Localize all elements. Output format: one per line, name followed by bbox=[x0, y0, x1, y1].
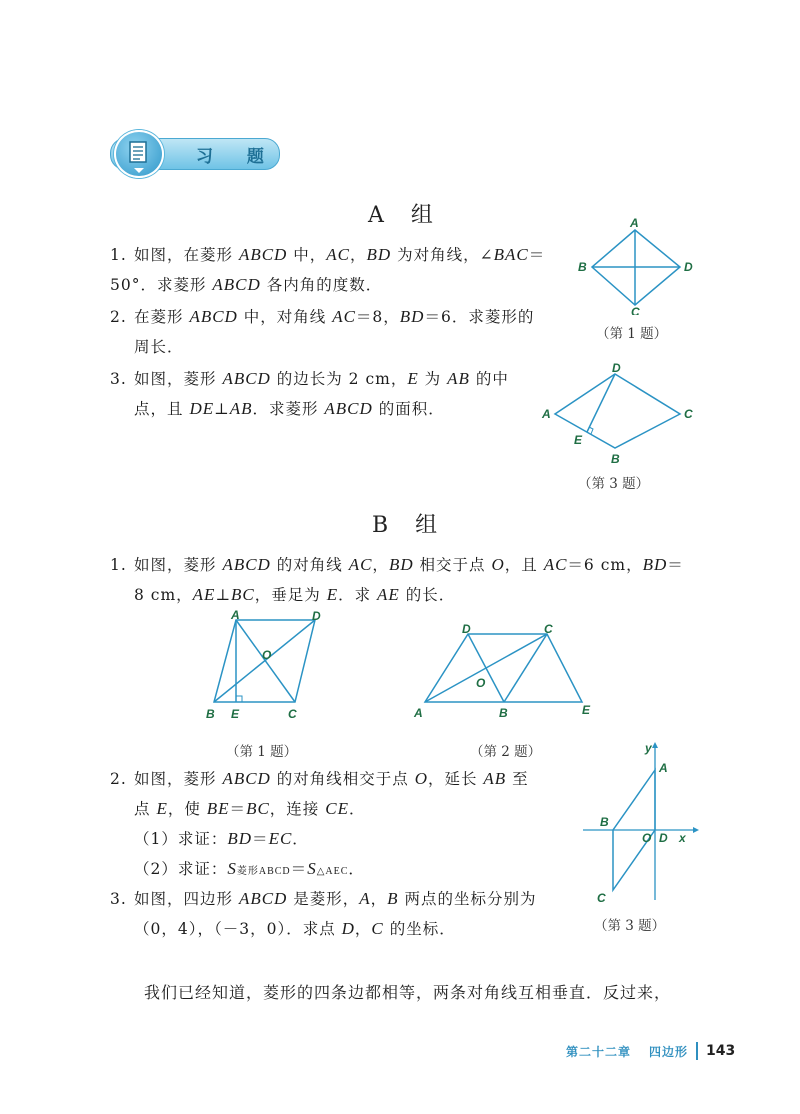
math-symbol: AE bbox=[192, 585, 216, 604]
math-symbol: C bbox=[371, 919, 384, 938]
y-axis-arrow-icon bbox=[652, 742, 658, 748]
text-segment: ． bbox=[348, 800, 366, 818]
math-symbol: E bbox=[156, 799, 168, 818]
label-d: D bbox=[312, 610, 321, 623]
math-symbol: AB bbox=[229, 399, 253, 418]
a2-line1 bbox=[134, 308, 534, 326]
figure-a3-rhombus bbox=[540, 362, 700, 467]
text-segment: 两点的坐标分别为 bbox=[398, 890, 537, 908]
text-segment: 是菱形， bbox=[287, 890, 360, 908]
diagonal-bd bbox=[468, 634, 504, 702]
figure-b3-coordinate bbox=[575, 740, 700, 910]
text-segment: ＝ bbox=[528, 246, 546, 264]
text-segment: 50°．求菱形 bbox=[110, 276, 213, 294]
b2-line2 bbox=[110, 800, 365, 818]
math-symbol: ABCD bbox=[238, 245, 288, 264]
label-y: y bbox=[645, 741, 652, 755]
math-symbol: ABCD bbox=[189, 307, 238, 326]
part2-prefix: （2）求证： bbox=[134, 860, 228, 878]
problem-number: 3. bbox=[110, 890, 127, 908]
math-symbol: E bbox=[407, 369, 419, 388]
figure-a3-caption: （第 3 题） bbox=[578, 476, 650, 492]
math-symbol: ABCD bbox=[324, 399, 373, 418]
label-c: C bbox=[684, 407, 693, 421]
group-a-problems bbox=[110, 240, 570, 424]
text-segment: ＝ bbox=[252, 830, 269, 848]
text-segment: ． bbox=[292, 830, 309, 848]
text-segment: 中，对角线 bbox=[237, 308, 333, 326]
x-axis-arrow-icon bbox=[693, 827, 699, 833]
part2-sub1: 菱形ABCD bbox=[236, 866, 291, 877]
label-o: O bbox=[642, 831, 652, 845]
math-symbol: BD bbox=[642, 555, 668, 574]
part2-end: ． bbox=[348, 860, 365, 878]
figure-b3-caption: （第 3 题） bbox=[594, 918, 666, 934]
label-a: A bbox=[659, 761, 668, 775]
a-problem-2 bbox=[110, 302, 570, 362]
group-b-heading: B 组 bbox=[372, 513, 448, 538]
math-symbol: ABCD bbox=[238, 889, 288, 908]
text-segment: ， bbox=[350, 246, 367, 264]
math-symbol: AC bbox=[348, 555, 373, 574]
text-segment: ．求 bbox=[338, 586, 378, 604]
right-angle-mark bbox=[236, 696, 242, 702]
a-problem-1 bbox=[110, 240, 570, 300]
problem-number: 2. bbox=[110, 770, 127, 788]
label-a: A bbox=[542, 407, 551, 421]
b2-line1 bbox=[134, 770, 529, 788]
label-c: C bbox=[288, 707, 297, 721]
label-e: E bbox=[582, 703, 591, 717]
label-a: A bbox=[231, 610, 240, 622]
label-o: O bbox=[262, 648, 272, 662]
text-segment: ⊥ bbox=[215, 586, 232, 604]
part2-eq: ＝ bbox=[290, 860, 308, 878]
text-segment: 为对角线，∠ bbox=[391, 246, 494, 264]
label-x: x bbox=[679, 831, 686, 845]
page-footer bbox=[566, 1042, 735, 1060]
figure-a1-rhombus bbox=[570, 215, 700, 315]
text-segment: （1）求证： bbox=[134, 830, 228, 848]
text-segment: （0，4），（－3，0）．求点 bbox=[134, 920, 342, 938]
figure-a1-caption: （第 1 题） bbox=[596, 326, 668, 342]
text-segment: ， bbox=[370, 890, 388, 908]
text-segment: ．求菱形 bbox=[252, 400, 325, 418]
text-segment: 的面积． bbox=[372, 400, 445, 418]
part2-s1: S bbox=[227, 859, 237, 878]
math-symbol: BD bbox=[366, 245, 392, 264]
b-problem-3 bbox=[110, 884, 580, 944]
figure-outline bbox=[425, 634, 582, 702]
text-segment: ＝ bbox=[229, 800, 247, 818]
math-symbol: DE bbox=[189, 399, 215, 418]
b2-part2 bbox=[110, 860, 365, 878]
document-icon bbox=[114, 130, 164, 178]
text-segment: ⊥ bbox=[214, 400, 230, 418]
b2-part1 bbox=[110, 830, 309, 848]
problem-number: 2. bbox=[110, 308, 127, 326]
math-symbol: E bbox=[326, 585, 339, 604]
math-symbol: ABCD bbox=[222, 555, 271, 574]
math-symbol: BC bbox=[246, 799, 270, 818]
label-c: C bbox=[544, 622, 553, 636]
text-segment: ， bbox=[372, 556, 389, 574]
text-segment: 为 bbox=[418, 370, 448, 388]
math-symbol: AC bbox=[543, 555, 568, 574]
b1-line2 bbox=[110, 586, 455, 604]
footer-title: 四边形 bbox=[649, 1044, 689, 1059]
text-segment: 的坐标． bbox=[383, 920, 456, 938]
problem-number: 3. bbox=[110, 370, 127, 388]
a1-line1 bbox=[134, 246, 545, 264]
text-segment: ＝6．求菱形的 bbox=[424, 308, 535, 326]
math-symbol: CE bbox=[325, 799, 349, 818]
text-segment: ＝ bbox=[667, 556, 684, 574]
label-d: D bbox=[659, 831, 668, 845]
label-b: B bbox=[578, 260, 587, 274]
b-problem-1 bbox=[110, 550, 710, 610]
math-symbol: AC bbox=[326, 245, 350, 264]
text-segment: 相交于点 bbox=[413, 556, 492, 574]
b1-line1 bbox=[134, 556, 684, 574]
text-segment: 周长． bbox=[134, 338, 184, 356]
math-symbol: BD bbox=[388, 555, 414, 574]
group-a-heading: A 组 bbox=[368, 203, 443, 228]
label-b: B bbox=[600, 815, 609, 829]
label-a: A bbox=[630, 216, 639, 230]
math-symbol: BAC bbox=[493, 245, 529, 264]
label-b: B bbox=[611, 452, 620, 466]
text-segment: 的对角线 bbox=[270, 556, 349, 574]
text-segment: 如图，四边形 bbox=[134, 890, 239, 908]
math-symbol: EC bbox=[268, 829, 293, 848]
math-symbol: O bbox=[414, 769, 428, 788]
text-segment: 如图，菱形 bbox=[134, 556, 223, 574]
part2-s2: S bbox=[307, 859, 317, 878]
text-segment: ，延长 bbox=[427, 770, 484, 788]
text-segment: 点，且 bbox=[134, 400, 190, 418]
a3-line2 bbox=[110, 400, 445, 418]
side-bc bbox=[504, 634, 547, 702]
math-symbol: O bbox=[491, 555, 505, 574]
text-segment: 如图，菱形 bbox=[134, 370, 223, 388]
math-symbol: BD bbox=[399, 307, 425, 326]
label-b: B bbox=[206, 707, 215, 721]
b3-line1 bbox=[134, 890, 537, 908]
figure-b1-caption: （第 1 题） bbox=[226, 744, 298, 760]
label-e: E bbox=[574, 433, 583, 447]
page-number: 143 bbox=[706, 1043, 736, 1059]
math-symbol: ABCD bbox=[222, 369, 271, 388]
text-segment: 至 bbox=[506, 770, 529, 788]
math-symbol: AC bbox=[332, 307, 356, 326]
a1-line2 bbox=[110, 276, 382, 294]
problem-number: 1. bbox=[110, 246, 127, 264]
label-a: A bbox=[414, 706, 423, 720]
label-o: O bbox=[476, 676, 486, 690]
b-problem-2 bbox=[110, 764, 580, 887]
a-problem-3 bbox=[110, 364, 540, 424]
math-symbol: B bbox=[387, 889, 399, 908]
footer-divider bbox=[696, 1042, 698, 1060]
text-segment: 点 bbox=[134, 800, 157, 818]
figure-b2-caption: （第 2 题） bbox=[470, 744, 542, 760]
b3-line2 bbox=[110, 920, 456, 938]
text-segment: ＝6 cm， bbox=[567, 556, 643, 574]
closing-paragraph: 我们已经知道，菱形的四条边都相等，两条对角线互相垂直．反过来， bbox=[144, 983, 672, 1002]
text-segment: 的对角线相交于点 bbox=[270, 770, 415, 788]
label-d: D bbox=[684, 260, 693, 274]
text-segment: ，且 bbox=[504, 556, 544, 574]
text-segment: 在菱形 bbox=[134, 308, 190, 326]
figure-b2-trapezoid bbox=[410, 622, 600, 722]
exercise-banner bbox=[104, 128, 280, 176]
math-symbol: AB bbox=[447, 369, 470, 388]
text-segment: 如图，在菱形 bbox=[134, 246, 239, 264]
math-symbol: BD bbox=[227, 829, 253, 848]
text-segment: ，垂足为 bbox=[254, 586, 327, 604]
banner-title: 习 题 bbox=[196, 147, 278, 167]
math-symbol: BE bbox=[206, 799, 230, 818]
math-symbol: ABCD bbox=[212, 275, 261, 294]
label-e: E bbox=[231, 707, 240, 721]
math-symbol: D bbox=[341, 919, 355, 938]
text-segment: ＝8， bbox=[355, 308, 400, 326]
text-segment: ，使 bbox=[167, 800, 207, 818]
label-c: C bbox=[597, 891, 606, 905]
math-symbol: AB bbox=[483, 769, 507, 788]
label-b: B bbox=[499, 706, 508, 720]
text-segment: 中， bbox=[287, 246, 327, 264]
math-symbol: ABCD bbox=[222, 769, 271, 788]
label-d: D bbox=[612, 362, 621, 375]
text-segment: 8 cm， bbox=[134, 586, 193, 604]
text-segment: ， bbox=[354, 920, 372, 938]
text-segment: 如图，菱形 bbox=[134, 770, 223, 788]
figure-b1-rhombus bbox=[200, 610, 340, 725]
a3-line1 bbox=[134, 370, 509, 388]
math-symbol: A bbox=[359, 889, 371, 908]
label-d: D bbox=[462, 622, 471, 636]
label-c: C bbox=[631, 305, 640, 315]
a2-line2 bbox=[110, 338, 184, 356]
part2-sub2: △AEC bbox=[316, 866, 349, 877]
text-segment: 各内角的度数． bbox=[260, 276, 383, 294]
text-segment: 的边长为 2 cm， bbox=[270, 370, 408, 388]
text-segment: ，连接 bbox=[269, 800, 326, 818]
footer-chapter: 第二十二章 bbox=[566, 1044, 632, 1059]
problem-number: 1. bbox=[110, 556, 127, 574]
text-segment: 的中 bbox=[469, 370, 509, 388]
math-symbol: BC bbox=[231, 585, 255, 604]
math-symbol: AE bbox=[377, 585, 400, 604]
text-segment: 的长． bbox=[399, 586, 456, 604]
